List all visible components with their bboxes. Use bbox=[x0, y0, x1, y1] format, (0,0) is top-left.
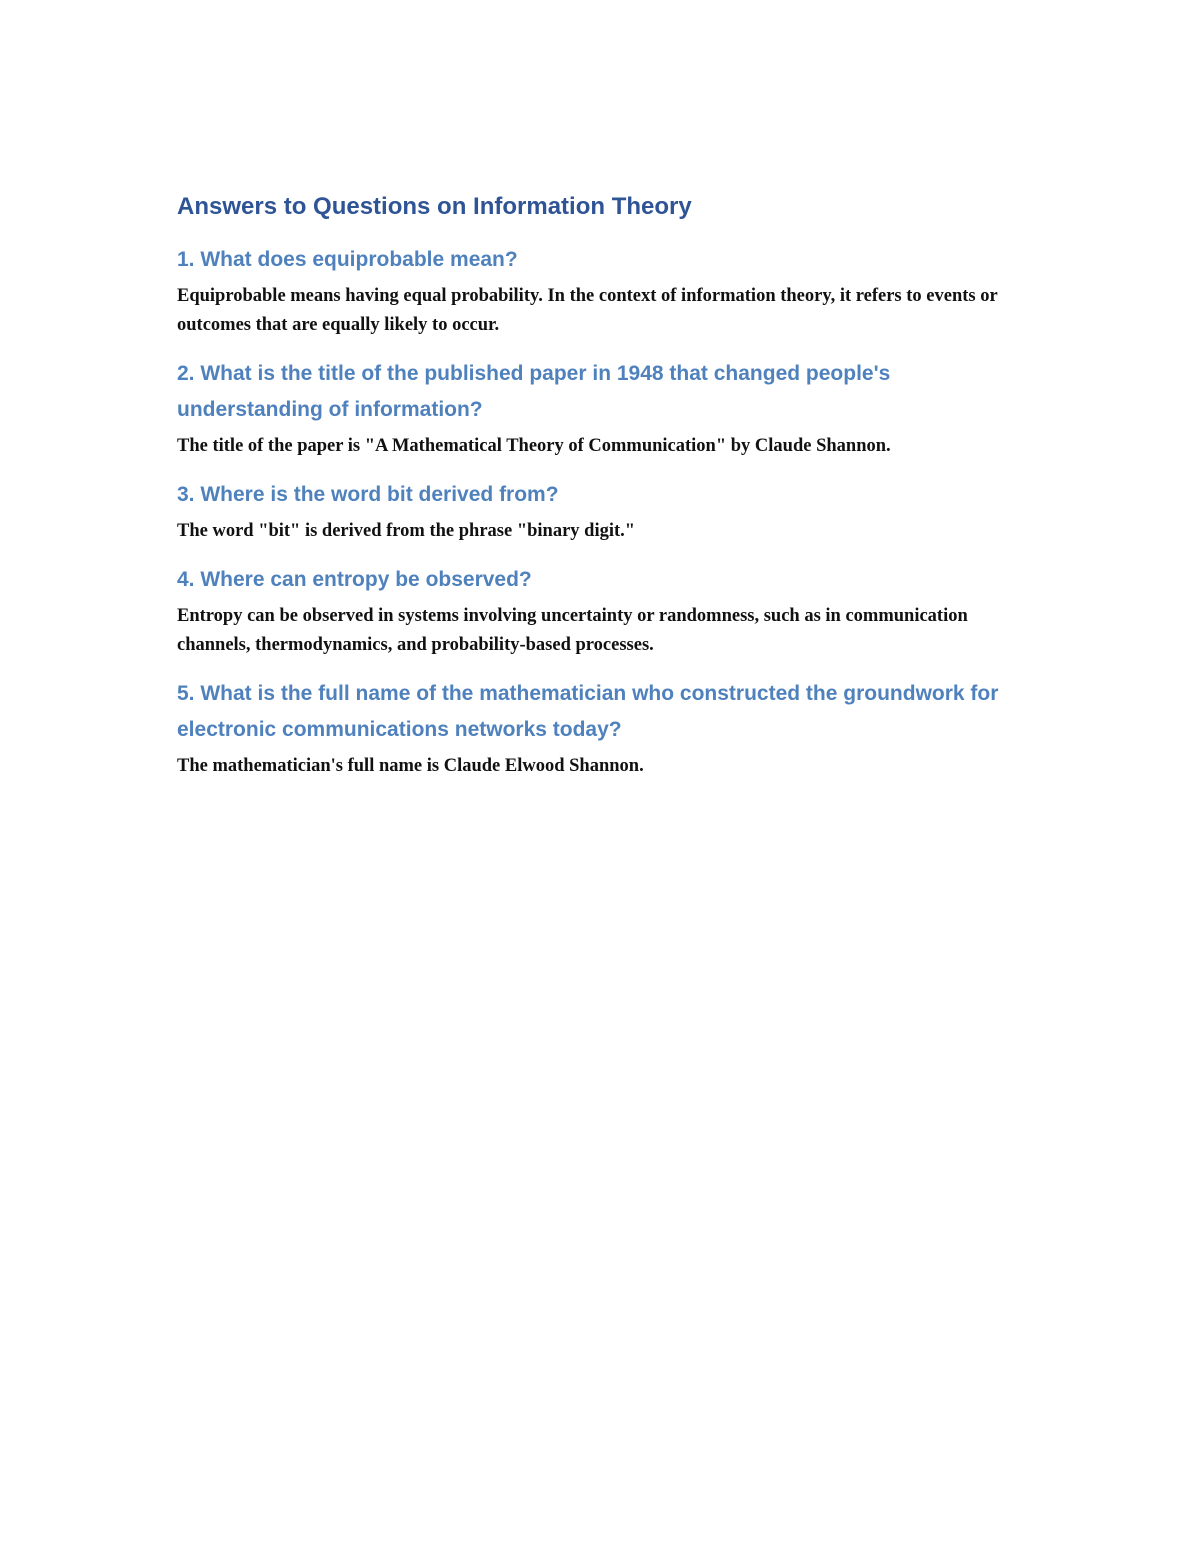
qa-item-2 bbox=[177, 356, 1037, 461]
qa-item-4 bbox=[177, 562, 1037, 660]
question-5: 5. What is the full name of the mathematician who constructed the groundwork for electronic communications networks today? bbox=[177, 682, 999, 741]
qa-item-5 bbox=[177, 676, 1037, 781]
question-1: 1. What does equiprobable mean? bbox=[177, 248, 518, 271]
question-2: 2. What is the title of the published paper in 1948 that changed people's understanding of information? bbox=[177, 362, 891, 421]
document-title: Answers to Questions on Information Theory bbox=[177, 193, 692, 220]
answer-3: The word "bit" is derived from the phrase "binary digit." bbox=[177, 521, 636, 541]
answer-4: Entropy can be observed in systems involving uncertainty or randomness, such as in communication channels, thermodynamics, and probability-based processes. bbox=[177, 606, 968, 655]
qa-item-3 bbox=[177, 477, 1037, 546]
answer-1: Equiprobable means having equal probability. In the context of information theory, it refers to events or outcomes that are equally likely to occur. bbox=[177, 286, 998, 335]
question-4: 4. Where can entropy be observed? bbox=[177, 568, 532, 591]
qa-item-1 bbox=[177, 242, 1037, 340]
answer-2: The title of the paper is "A Mathematical Theory of Communication" by Claude Shannon. bbox=[177, 436, 891, 456]
document-content bbox=[177, 190, 1037, 797]
question-3: 3. Where is the word bit derived from? bbox=[177, 483, 559, 506]
answer-5: The mathematician's full name is Claude Elwood Shannon. bbox=[177, 756, 644, 776]
